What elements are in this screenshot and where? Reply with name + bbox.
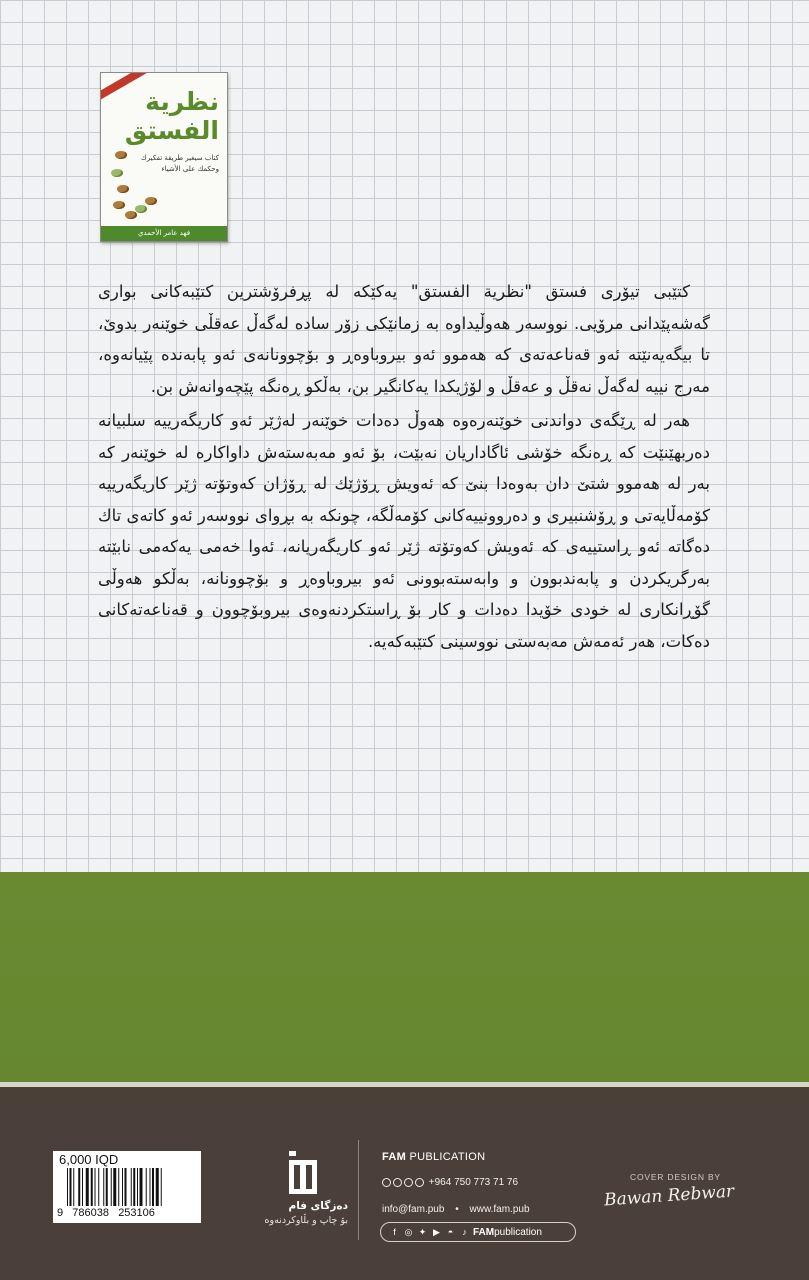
isbn-digits (57, 1207, 199, 1219)
fam-logo-icon (287, 1150, 319, 1196)
description-paragraph-1: کتێبی تیۆری فستق "نظرية الفستق" یەکێکە لە پڕفرۆشترین کتێبەکانی بواری گەشەپێدانی مرۆیی. نووسەر هەوڵیداوە بە زمانێکی زۆر سادە لەگەڵ عەقڵی خوێنەر بدوێ، تا بیگەیەنێتە ئەو قەناعەتەی کە هەموو ئەو بیروباوەڕ و بۆچوونانەی ئەو پابەندە پێیانەوە، مەرج نییە لەگەڵ نەقڵ و عەقڵ و لۆژیکدا یەکانگیر بن، بەڵکو ڕەنگە پێچەوانەش بن. (98, 282, 710, 396)
publisher-title (382, 1151, 485, 1163)
social-handle-bold: FAM (473, 1227, 495, 1238)
cover-subtitle: كتاب سيغير طريقة تفكيرك وحكمك على الأشياء (141, 154, 219, 173)
designer-signature: Bawan Rebwar (603, 1181, 735, 1211)
whatsapp-icon (393, 1178, 402, 1187)
publisher-title-bold: FAM (382, 1151, 407, 1163)
email-web-row (382, 1204, 530, 1215)
pistachio-icon (117, 185, 129, 193)
cover-design-label: COVER DESIGN BY (630, 1172, 721, 1182)
youtube-icon: ▶ (433, 1227, 440, 1237)
book-description (98, 276, 710, 660)
instagram-icon: ◎ (404, 1227, 413, 1237)
email-address[interactable]: info@fam.pub (382, 1204, 445, 1215)
social-links[interactable] (380, 1222, 576, 1242)
isbn-group2: 253106 (118, 1207, 155, 1219)
tiktok-icon: ♪ (462, 1227, 467, 1237)
barcode-icon (67, 1168, 195, 1206)
barcode-box (53, 1151, 201, 1223)
phone-number[interactable]: +964 750 773 71 76 (428, 1177, 519, 1188)
pistachio-icon (111, 169, 123, 177)
telegram-icon (404, 1178, 413, 1187)
pistachio-icon (135, 205, 147, 213)
phone-icon (415, 1178, 424, 1187)
pistachio-icon (115, 151, 127, 159)
publisher-tagline: بۆ چاپ و بڵاوکردنەوە (264, 1215, 348, 1226)
pistachio-icon (145, 197, 157, 205)
cover-title-line1: نظرية (145, 87, 219, 116)
cover-title-line2: الفستق (124, 116, 219, 145)
facebook-icon: f (393, 1227, 396, 1237)
website-url[interactable]: www.fam.pub (469, 1204, 530, 1215)
pistachio-icon (125, 211, 137, 219)
isbn-group1: 786038 (72, 1207, 110, 1219)
green-band (0, 872, 809, 1082)
cover-author: فهد عامر الأحمدي (101, 226, 227, 241)
snapchat-icon: ◓ (447, 1227, 454, 1237)
phone-row (382, 1177, 518, 1188)
publisher-title-rest: PUBLICATION (406, 1151, 486, 1163)
cover-title (109, 87, 219, 145)
price-label: 6,000 IQD (59, 1152, 119, 1167)
social-handle-rest: publication (494, 1227, 542, 1238)
isbn-prefix: 9 (57, 1207, 64, 1219)
publisher-name-kurdish: دەزگای فام (288, 1200, 348, 1212)
description-paragraph-2: هەر لە ڕێگەی دواندنی خوێنەرەوە هەوڵ دەدات خوێنەر لەژێر ئەو کاریگەرییە سلبیانە دەربهێنێت کە ڕەنگە خۆشی ئاگاداریان نەبێت، بۆ ئەو مەبەستەش داواکارە لە خوێنەر کە بەر لە هەموو شتێ دان بەوەدا بنێ کە ئەویش ڕۆژێك لە ڕۆژان کەوتۆتە ژێر کاریگەرییە کۆمەڵایەتی و ڕۆشنبیری و دەروونییەکانی کۆمەڵگە، چونکە بە بڕوای نووسەر ئەو کاتەی تاك دەگاتە ئەو ڕاستییەی کە ئەویش کەوتۆتە ژێر ئەو کاریگەریانە، ئەوا خەمی یەکەمی نابێتە بەرگریکردن و پابەندبوون و وابەستەبوونی ئەو بیروباوەڕ و بۆچوونانە، بەڵکو هەوڵی گۆڕانکاری لە خودی خۆیدا دەدات و کار بۆ ڕاستکردنەوەی بیروبۆچوون و قەناعەتەکانی دەکات، هەر ئەمەش مەبەستی نووسینی کتێبەکەیە. (98, 411, 710, 651)
twitter-icon: ✦ (418, 1227, 427, 1237)
footer-divider (358, 1140, 359, 1240)
separator-dot: • (455, 1204, 459, 1215)
book-cover-thumbnail (100, 72, 228, 242)
viber-icon (382, 1178, 391, 1187)
pistachio-icon (113, 201, 125, 209)
